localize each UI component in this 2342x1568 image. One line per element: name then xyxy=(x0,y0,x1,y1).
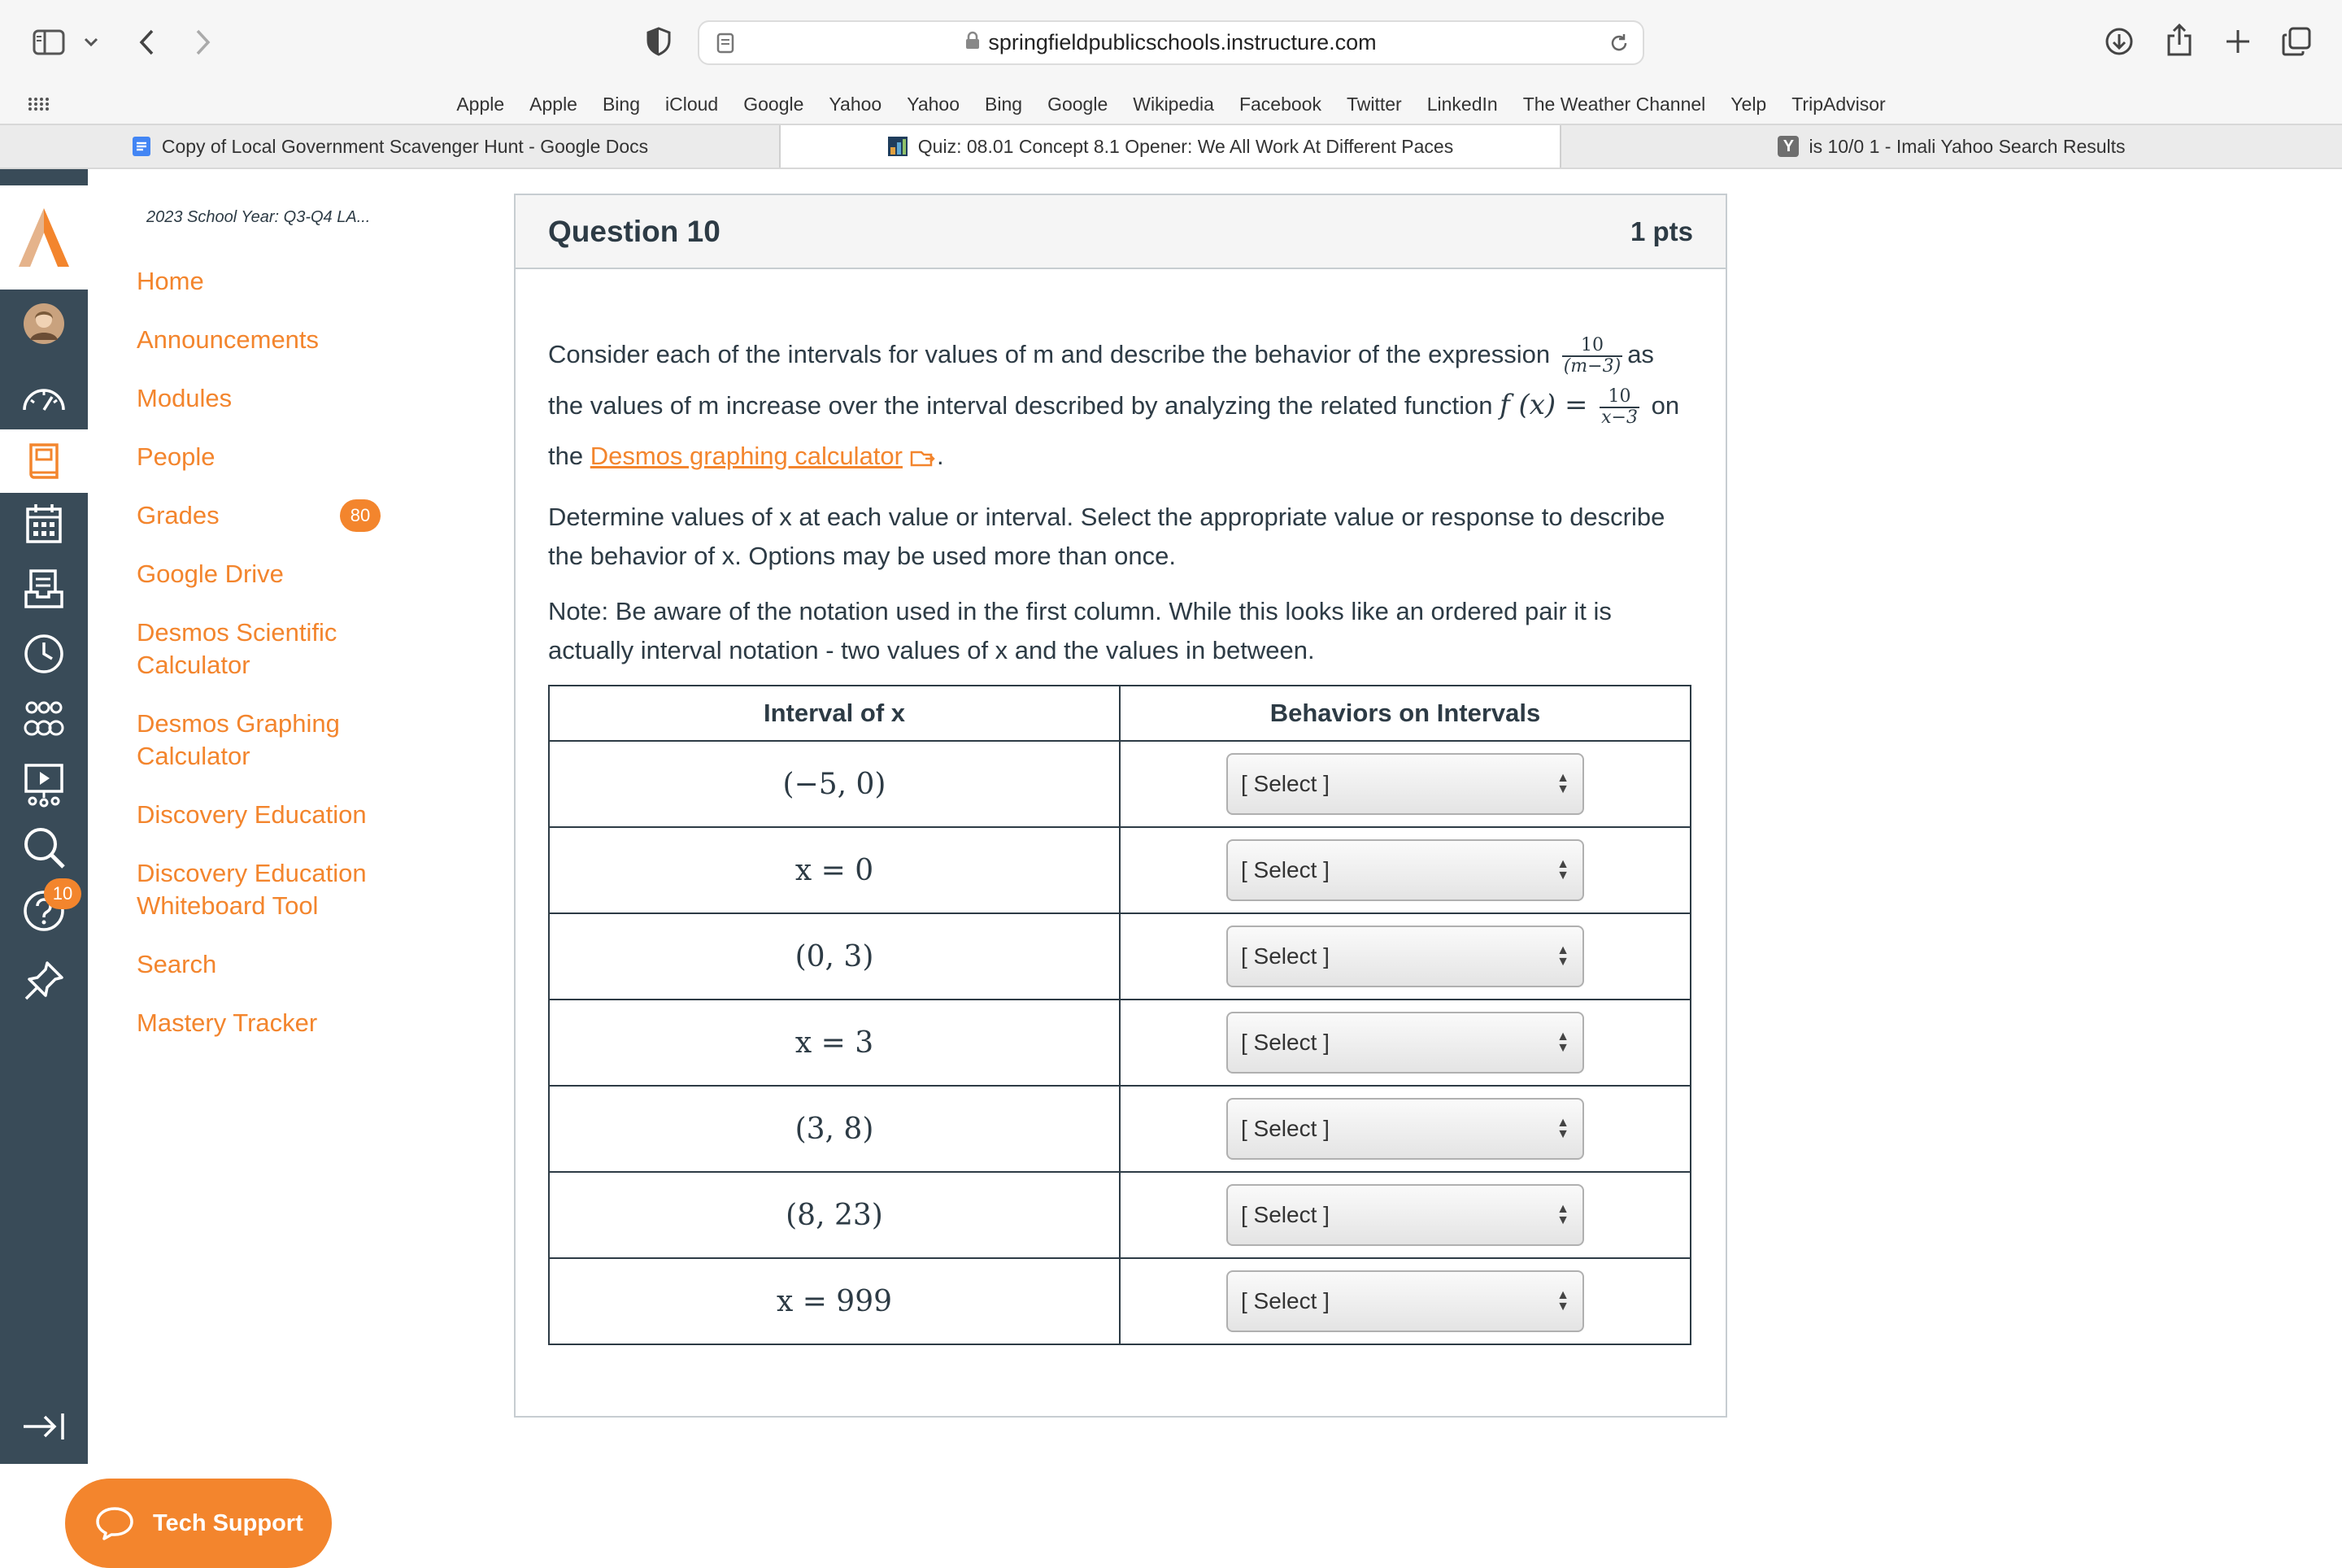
tab-bar xyxy=(0,124,2342,169)
grid-apps-icon[interactable] xyxy=(24,94,52,114)
table-row xyxy=(549,1172,1691,1258)
fraction-numerator: 10 xyxy=(1580,334,1604,355)
behavior-cell xyxy=(1120,1172,1691,1258)
account-avatar[interactable] xyxy=(0,303,88,361)
question-card xyxy=(514,194,1727,1418)
pin-icon[interactable] xyxy=(0,952,88,1010)
select-arrows-icon: ▲ ▼ xyxy=(1556,1202,1569,1227)
favorite-facebook[interactable]: Facebook xyxy=(1238,93,1321,115)
favorite-twitter[interactable]: Twitter xyxy=(1346,93,1402,115)
favorite-linkedin[interactable]: LinkedIn xyxy=(1426,93,1498,115)
favorite-bing[interactable]: Bing xyxy=(985,93,1023,115)
course-nav-desmos-scientific[interactable]: Desmos Scientific Calculator xyxy=(137,618,337,679)
course-nav-grades[interactable]: Grades xyxy=(137,501,220,529)
yahoo-favicon: Y xyxy=(1778,136,1799,157)
select-value: [ Select ] xyxy=(1241,857,1330,882)
favorite-google[interactable]: Google xyxy=(743,93,804,115)
behavior-cell xyxy=(1120,913,1691,1000)
table-header-behaviors: Behaviors on Intervals xyxy=(1120,686,1691,741)
grades-badge: 80 xyxy=(340,499,381,532)
course-nav-home[interactable]: Home xyxy=(137,267,204,295)
search-icon[interactable] xyxy=(0,818,88,877)
collapse-nav-icon[interactable] xyxy=(0,1402,88,1451)
course-nav-google-drive[interactable]: Google Drive xyxy=(137,560,284,588)
tab-label: Copy of Local Government Scavenger Hunt - Google Docs xyxy=(161,135,649,157)
course-nav-modules[interactable]: Modules xyxy=(137,384,233,412)
favorites-bar xyxy=(0,85,2342,124)
address-bar[interactable] xyxy=(698,20,1644,65)
help-badge: 10 xyxy=(44,878,81,909)
open-in-new-tab-icon xyxy=(909,447,937,468)
question-paragraph-1 xyxy=(548,329,1691,481)
canvas-logo[interactable] xyxy=(0,185,88,290)
behavior-select[interactable] xyxy=(1226,839,1584,901)
behavior-select[interactable] xyxy=(1226,1098,1584,1160)
behavior-select[interactable] xyxy=(1226,753,1584,815)
tech-support-label: Tech Support xyxy=(153,1509,303,1536)
course-nav-discovery-education[interactable]: Discovery Education xyxy=(137,800,367,829)
tab-google-docs[interactable] xyxy=(0,125,779,168)
studio-icon[interactable] xyxy=(0,753,88,817)
interval-cell: (3, 8) xyxy=(549,1086,1120,1172)
groups-icon[interactable] xyxy=(0,690,88,748)
question-text: Consider each of the intervals for values of m and describe the behavior of the expression xyxy=(548,340,1551,368)
course-title[interactable]: 2023 School Year: Q3-Q4 LA... xyxy=(146,208,371,226)
url-display[interactable] xyxy=(699,22,1643,63)
course-nav xyxy=(88,169,494,1536)
privacy-shield-icon[interactable] xyxy=(644,24,673,59)
canvas-quiz-icon xyxy=(887,136,908,157)
tab-label: Quiz: 08.01 Concept 8.1 Opener: We All Work At Different Paces xyxy=(917,135,1454,157)
course-nav-desmos-graphing[interactable]: Desmos Graphing Calculator xyxy=(137,709,340,770)
interval-cell: (−5, 0) xyxy=(549,741,1120,827)
behavior-cell xyxy=(1120,1086,1691,1172)
interval-cell: x = 0 xyxy=(549,827,1120,913)
google-docs-icon xyxy=(131,136,152,157)
sidebar-toggle-icon[interactable] xyxy=(31,26,67,59)
fraction-numerator: 10 xyxy=(1608,385,1631,407)
course-nav-announcements[interactable]: Announcements xyxy=(137,325,320,354)
table-row xyxy=(549,1086,1691,1172)
favorite-google[interactable]: Google xyxy=(1047,93,1108,115)
behavior-cell xyxy=(1120,1000,1691,1086)
forward-icon[interactable] xyxy=(190,24,216,60)
table-row xyxy=(549,913,1691,1000)
question-body xyxy=(548,329,1691,670)
select-arrows-icon: ▲ ▼ xyxy=(1556,1288,1569,1313)
course-nav-mastery-tracker[interactable]: Mastery Tracker xyxy=(137,1008,318,1037)
tab-overview-icon[interactable] xyxy=(2280,24,2313,59)
table-header-interval: Interval of x xyxy=(549,686,1120,741)
select-arrows-icon: ▲ ▼ xyxy=(1556,1030,1569,1055)
course-nav-people[interactable]: People xyxy=(137,442,215,471)
favorite-wikipedia[interactable]: Wikipedia xyxy=(1133,93,1214,115)
lock-icon xyxy=(965,32,980,54)
question-title: Question 10 xyxy=(548,214,720,248)
table-row xyxy=(549,827,1691,913)
tab-label: is 10/0 1 - Imali Yahoo Search Results xyxy=(1809,135,2126,157)
select-arrows-icon: ▲ ▼ xyxy=(1556,1116,1569,1141)
history-clock-icon[interactable] xyxy=(0,625,88,683)
question-paragraph-2: Determine values of x at each value or interval. Select the appropriate value or response to describe the behavior of x. Options may be used more than once. xyxy=(548,503,1665,570)
favorite-icloud[interactable]: iCloud xyxy=(665,93,719,115)
behavior-cell xyxy=(1120,1258,1691,1344)
fraction-denominator: x−3 xyxy=(1601,407,1638,428)
select-arrows-icon: ▲ ▼ xyxy=(1556,857,1569,882)
favorite-yahoo[interactable]: Yahoo xyxy=(907,93,960,115)
fraction-expression xyxy=(1562,336,1622,377)
select-value: [ Select ] xyxy=(1241,1288,1330,1313)
interval-cell: x = 999 xyxy=(549,1258,1120,1344)
select-arrows-icon: ▲ ▼ xyxy=(1556,943,1569,969)
dashboard-icon[interactable] xyxy=(0,368,88,426)
select-arrows-icon: ▲ ▼ xyxy=(1556,771,1569,796)
question-text: as the values of m increase over the interval described by analyzing the related function xyxy=(548,340,1654,420)
interval-cell: x = 3 xyxy=(549,1000,1120,1086)
select-value: [ Select ] xyxy=(1241,1202,1330,1227)
course-nav-discovery-whiteboard[interactable]: Discovery Education Whiteboard Tool xyxy=(137,859,367,920)
behavior-select[interactable] xyxy=(1226,1012,1584,1074)
table-row xyxy=(549,741,1691,827)
courses-icon[interactable] xyxy=(0,429,88,493)
url-text: springfieldpublicschools.instructure.com xyxy=(988,30,1377,54)
favorite-yelp[interactable]: Yelp xyxy=(1730,93,1767,115)
select-value: [ Select ] xyxy=(1241,1116,1330,1141)
back-icon[interactable] xyxy=(133,24,159,60)
tab-yahoo-search[interactable] xyxy=(1561,125,2342,168)
favorite-tripadvisor[interactable]: TripAdvisor xyxy=(1791,93,1886,115)
table-row xyxy=(549,1000,1691,1086)
browser-toolbar xyxy=(0,0,2342,85)
chevron-down-icon[interactable] xyxy=(81,31,101,54)
select-value: [ Select ] xyxy=(1241,771,1330,796)
interval-cell: (0, 3) xyxy=(549,913,1120,1000)
select-value: [ Select ] xyxy=(1241,1030,1330,1055)
fraction-function xyxy=(1600,387,1639,428)
download-icon[interactable] xyxy=(2103,24,2135,59)
question-points: 1 pts xyxy=(1630,216,1693,246)
table-row xyxy=(549,1258,1691,1344)
share-icon[interactable] xyxy=(2163,21,2196,59)
favorite-bing[interactable]: Bing xyxy=(602,93,641,115)
reload-icon[interactable] xyxy=(1607,32,1631,54)
global-nav xyxy=(0,169,88,1464)
desmos-graphing-link[interactable]: Desmos graphing calculator xyxy=(590,442,903,470)
course-nav-search[interactable]: Search xyxy=(137,950,217,978)
new-tab-icon[interactable] xyxy=(2222,24,2254,59)
calendar-icon[interactable] xyxy=(0,494,88,553)
interval-cell: (8, 23) xyxy=(549,1172,1120,1258)
behavior-select[interactable] xyxy=(1226,1184,1584,1246)
behavior-select[interactable] xyxy=(1226,926,1584,987)
favorite-yahoo[interactable]: Yahoo xyxy=(829,93,882,115)
behavior-cell xyxy=(1120,741,1691,827)
tech-support-button[interactable] xyxy=(65,1479,332,1568)
behavior-cell xyxy=(1120,827,1691,913)
chat-bubble-icon xyxy=(94,1505,135,1541)
question-text: on the xyxy=(548,391,1680,470)
favorite-apple[interactable]: Apple xyxy=(456,93,505,115)
favorite-apple[interactable]: Apple xyxy=(529,93,577,115)
question-text: . xyxy=(936,442,944,470)
function-expression: f (x) = xyxy=(1500,389,1588,421)
question-paragraph-3: Note: Be aware of the notation used in the first column. While this looks like an ordered pair it is actually interval notation - two values of x and the values in between. xyxy=(548,597,1612,664)
answer-table xyxy=(548,685,1691,1345)
inbox-icon[interactable] xyxy=(0,560,88,618)
question-header xyxy=(516,195,1726,269)
select-value: [ Select ] xyxy=(1241,943,1330,969)
tab-quiz[interactable] xyxy=(781,125,1560,168)
favorite-weather-channel[interactable]: The Weather Channel xyxy=(1522,93,1706,115)
behavior-select[interactable] xyxy=(1226,1270,1584,1332)
fraction-denominator: (m−3) xyxy=(1563,355,1622,377)
